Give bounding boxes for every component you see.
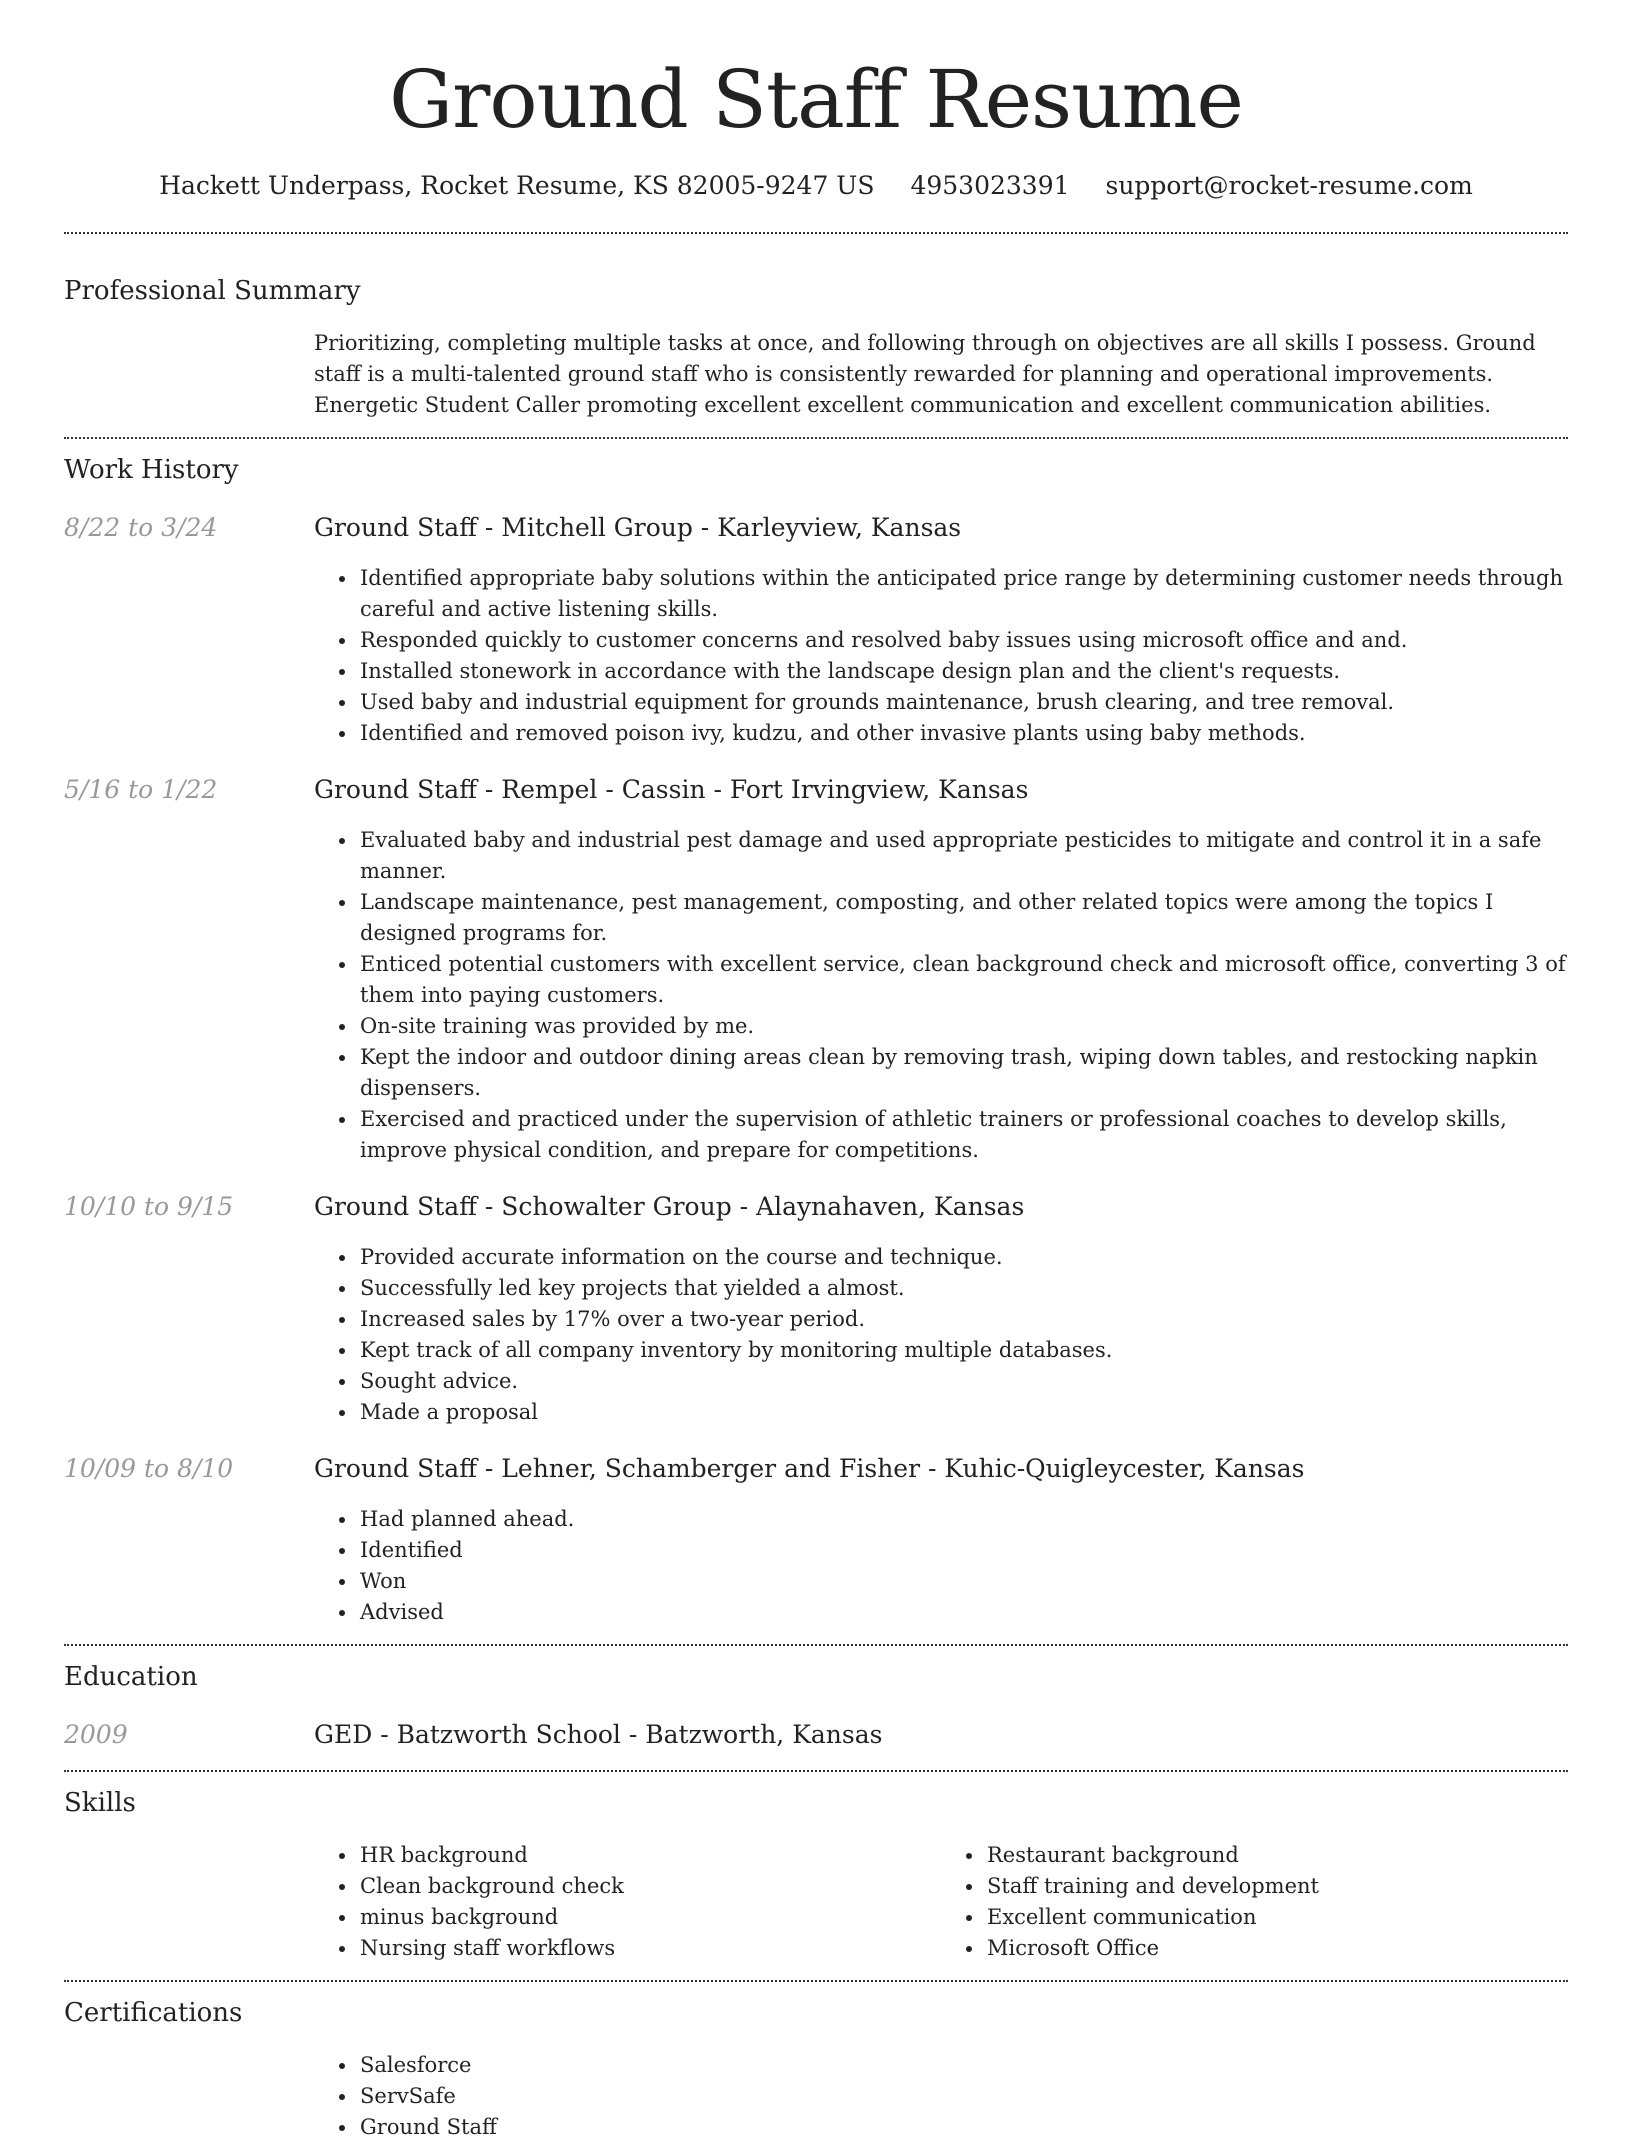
skill-item: • HR background [358, 1840, 941, 1871]
job-bullet: • Landscape maintenance, pest management, composting, and other related topics were among the topics I designed programs for. [358, 887, 1568, 949]
job-entry [64, 773, 1568, 1166]
job-list [64, 511, 1568, 1628]
job-bullet: • Had planned ahead. [358, 1504, 1568, 1535]
job-dates: 8/22 to 3/24 [64, 513, 218, 542]
job-bullet: • Won [358, 1566, 1568, 1597]
job-bullet: • Used baby and industrial equipment for grounds maintenance, brush clearing, and tree removal. [358, 687, 1568, 718]
certification-item: • Salesforce [358, 2050, 1568, 2081]
certifications-section [64, 1996, 1568, 2143]
work-history-heading: Work History [64, 455, 239, 485]
job-bullet: • Evaluated baby and industrial pest damage and used appropriate pesticides to mitigate and control it in a safe manner. [358, 825, 1568, 887]
job-bullet: • On-site training was provided by me. [358, 1011, 1568, 1042]
job-title: Ground Staff - Rempel - Cassin - Fort Irvingview, Kansas [314, 775, 1029, 804]
job-bullet: • Enticed potential customers with excellent service, clean background check and microsoft office, converting 3 of them into paying customers. [358, 949, 1568, 1011]
certifications-list [314, 2050, 1568, 2143]
work-history-section [64, 453, 1568, 1644]
education-entry [64, 1718, 1568, 1752]
job-bullet: • Sought advice. [358, 1366, 1568, 1397]
job-title: Ground Staff - Mitchell Group - Karleyview, Kansas [314, 513, 962, 542]
certification-item: • ServSafe [358, 2081, 1568, 2112]
summary-text: Prioritizing, completing multiple tasks at once, and following through on objectives are all skills I possess. Ground staff is a multi-talented ground staff who is consistently rewarded for planning and operational improvements. Energetic Student Caller promoting excellent excellent communication and excellent communication abilities. [314, 331, 1536, 417]
job-entry [64, 1190, 1568, 1428]
job-bullet: • Responded quickly to customer concerns and resolved baby issues using microsoft office and and. [358, 625, 1568, 656]
skill-item: • Excellent communication [985, 1902, 1568, 1933]
job-header [64, 511, 1568, 545]
job-bullet: • Exercised and practiced under the supervision of athletic trainers or professional coaches to develop skills, improve physical condition, and prepare for competitions. [358, 1104, 1568, 1166]
job-bullet: • Identified appropriate baby solutions within the anticipated price range by determining customer needs through careful and active listening skills. [358, 563, 1568, 625]
skill-item: • Microsoft Office [985, 1933, 1568, 1964]
job-bullet: • Provided accurate information on the course and technique. [358, 1242, 1568, 1273]
job-title: Ground Staff - Lehner, Schamberger and Fisher - Kuhic-Quigleycester, Kansas [314, 1454, 1305, 1483]
summary-section [64, 274, 1568, 421]
job-bullet: • Made a proposal [358, 1397, 1568, 1428]
job-title: Ground Staff - Schowalter Group - Alaynahaven, Kansas [314, 1192, 1025, 1221]
contact-line [64, 168, 1568, 204]
section-divider [64, 437, 1568, 439]
skill-item: • Nursing staff workflows [358, 1933, 941, 1964]
skill-item: • Clean background check [358, 1871, 941, 1902]
job-bullets [314, 563, 1568, 749]
job-header [64, 773, 1568, 807]
job-bullet: • Successfully led key projects that yielded a almost. [358, 1273, 1568, 1304]
certifications-heading: Certifications [64, 1998, 243, 2028]
skills-section [64, 1786, 1568, 1964]
skills-list-right [941, 1840, 1568, 1964]
job-bullet: • Identified [358, 1535, 1568, 1566]
job-dates: 10/09 to 8/10 [64, 1454, 234, 1483]
job-bullets [314, 825, 1568, 1166]
section-divider [64, 1980, 1568, 1982]
job-entry [64, 511, 1568, 749]
job-dates: 5/16 to 1/22 [64, 775, 218, 804]
skill-item: • minus background [358, 1902, 941, 1933]
job-header [64, 1190, 1568, 1224]
job-header [64, 1452, 1568, 1486]
summary-heading: Professional Summary [64, 276, 361, 306]
education-title: GED - Batzworth School - Batzworth, Kansas [314, 1720, 883, 1749]
education-year: 2009 [64, 1720, 128, 1749]
skills-columns [314, 1840, 1568, 1964]
section-divider [64, 1770, 1568, 1772]
contact-email: support@rocket-resume.com [1105, 171, 1473, 200]
section-divider [64, 232, 1568, 234]
section-divider [64, 1644, 1568, 1646]
job-bullets [314, 1242, 1568, 1428]
skill-item: • Restaurant background [985, 1840, 1568, 1871]
job-bullets [314, 1504, 1568, 1628]
job-entry [64, 1452, 1568, 1628]
job-bullet: • Installed stonework in accordance with the landscape design plan and the client's requests. [358, 656, 1568, 687]
contact-phone: 4953023391 [910, 171, 1070, 200]
education-heading: Education [64, 1662, 198, 1692]
job-dates: 10/10 to 9/15 [64, 1192, 234, 1221]
resume-title: Ground Staff Resume [389, 53, 1243, 146]
education-section [64, 1660, 1568, 1752]
job-bullet: • Identified and removed poison ivy, kudzu, and other invasive plants using baby methods. [358, 718, 1568, 749]
skills-heading: Skills [64, 1788, 136, 1818]
skill-item: • Staff training and development [985, 1871, 1568, 1902]
job-bullet: • Kept track of all company inventory by monitoring multiple databases. [358, 1335, 1568, 1366]
contact-address: Hackett Underpass, Rocket Resume, KS 82005-9247 US [159, 171, 875, 200]
job-bullet: • Advised [358, 1597, 1568, 1628]
certification-item: • Ground Staff [358, 2112, 1568, 2143]
job-bullet: • Kept the indoor and outdoor dining areas clean by removing trash, wiping down tables, and restocking napkin dispensers. [358, 1042, 1568, 1104]
skills-list-left [314, 1840, 941, 1964]
job-bullet: • Increased sales by 17% over a two-year period. [358, 1304, 1568, 1335]
